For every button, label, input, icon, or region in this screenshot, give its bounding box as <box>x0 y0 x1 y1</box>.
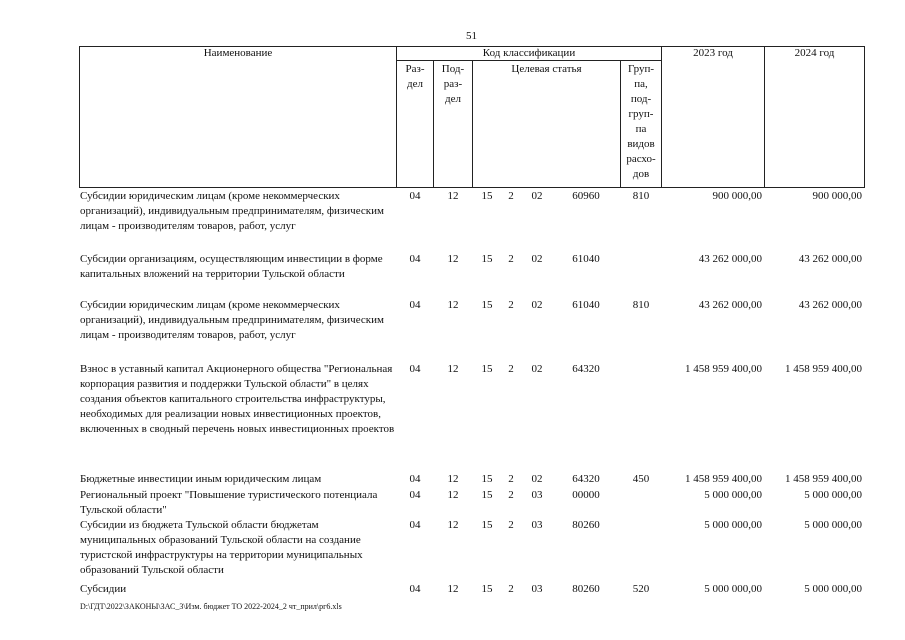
cell-y2024: 1 458 959 400,00 <box>785 363 862 375</box>
cell-ts4: 60960 <box>572 190 600 202</box>
header-classification: Код классификации <box>482 47 576 59</box>
cell-ts1: 15 <box>481 489 493 501</box>
cell-razdel: 04 <box>409 363 421 375</box>
cell-y2023: 5 000 000,00 <box>704 519 762 531</box>
cell-ts1: 15 <box>481 190 493 202</box>
cell-y2023: 43 262 000,00 <box>698 253 762 265</box>
cell-ts4: 64320 <box>572 473 600 485</box>
file-path-footer: D:\ГДТ\2022\ЗАКОНЫ\ЗАС_3\Изм. бюджет ТО 2022-2024_2 чт_прил\рг6.xls <box>80 602 342 611</box>
cell-podrazdel: 12 <box>447 583 459 595</box>
border-left <box>79 46 80 188</box>
border-group <box>661 46 662 188</box>
header-2024: 2024 год <box>794 47 835 59</box>
header-subsection: Под- раз- дел <box>441 63 465 105</box>
header-2023: 2023 год <box>693 47 733 59</box>
row-name: Региональный проект "Повышение туристического потенциала Тульской области" <box>80 489 378 516</box>
cell-y2023: 5 000 000,00 <box>704 583 762 595</box>
cell-ts1: 15 <box>481 473 493 485</box>
cell-ts2: 2 <box>508 489 514 501</box>
cell-razdel: 04 <box>409 253 421 265</box>
header-name: Наименование <box>203 47 273 59</box>
cell-group: 520 <box>632 583 650 595</box>
cell-podrazdel: 12 <box>447 363 459 375</box>
cell-ts3: 03 <box>531 583 543 595</box>
cell-y2024: 5 000 000,00 <box>804 489 862 501</box>
cell-ts4: 64320 <box>572 363 600 375</box>
row-name: Субсидии <box>80 583 127 595</box>
row-name: Субсидии организациям, осуществляющим инвестиции в форме капитальных вложений на территории Тульской области <box>80 253 383 280</box>
cell-y2023: 1 458 959 400,00 <box>685 473 762 485</box>
cell-podrazdel: 12 <box>447 489 459 501</box>
cell-podrazdel: 12 <box>447 473 459 485</box>
row-name: Субсидии юридическим лицам (кроме некоммерческих организаций), индивидуальным предпринимателям, физическим лицам - производителям товаров, работ, услуг <box>80 190 384 232</box>
header-section: Раз- дел <box>405 63 425 90</box>
cell-ts3: 02 <box>531 190 543 202</box>
cell-group: 810 <box>632 190 650 202</box>
page-number: 51 <box>466 30 477 42</box>
cell-razdel: 04 <box>409 299 421 311</box>
cell-ts1: 15 <box>481 583 493 595</box>
cell-group: 450 <box>632 473 650 485</box>
cell-ts3: 02 <box>531 253 543 265</box>
cell-y2023: 900 000,00 <box>712 190 762 202</box>
cell-ts3: 03 <box>531 519 543 531</box>
cell-ts1: 15 <box>481 299 493 311</box>
cell-ts4: 61040 <box>572 299 600 311</box>
cell-ts2: 2 <box>508 190 514 202</box>
cell-y2024: 900 000,00 <box>812 190 862 202</box>
cell-ts3: 02 <box>531 363 543 375</box>
cell-ts2: 2 <box>508 253 514 265</box>
cell-ts4: 80260 <box>572 519 600 531</box>
cell-y2024: 43 262 000,00 <box>798 299 862 311</box>
border-podrazdel <box>472 60 473 188</box>
header-group: Груп- па, под- груп- па видов расхо- дов <box>626 63 656 180</box>
cell-razdel: 04 <box>409 519 421 531</box>
cell-ts3: 02 <box>531 473 543 485</box>
cell-razdel: 04 <box>409 190 421 202</box>
cell-podrazdel: 12 <box>447 253 459 265</box>
cell-y2024: 5 000 000,00 <box>804 519 862 531</box>
cell-ts4: 61040 <box>572 253 600 265</box>
cell-razdel: 04 <box>409 583 421 595</box>
cell-ts1: 15 <box>481 519 493 531</box>
cell-ts3: 02 <box>531 299 543 311</box>
cell-ts2: 2 <box>508 583 514 595</box>
border-2023 <box>764 46 765 188</box>
header-target: Целевая статья <box>511 63 582 75</box>
cell-ts4: 00000 <box>572 489 600 501</box>
row-name: Субсидии из бюджета Тульской области бюджетам муниципальных образований Тульской области на создание туристской инфраструктуры на территории муниципальных образований Тульской области <box>80 519 363 576</box>
cell-ts2: 2 <box>508 299 514 311</box>
cell-ts3: 03 <box>531 489 543 501</box>
cell-y2024: 1 458 959 400,00 <box>785 473 862 485</box>
cell-razdel: 04 <box>409 489 421 501</box>
cell-ts1: 15 <box>481 253 493 265</box>
cell-ts2: 2 <box>508 519 514 531</box>
row-name: Взнос в уставный капитал Акционерного общества "Региональная корпорация развития и поддержки Тульской области" в целях создания объектов капитального строительства инфраструктуры, необходимых для реализации новых инвестиционных проектов, включенных в сводный перечень новых инвестиционных проектов <box>80 363 395 435</box>
cell-y2024: 43 262 000,00 <box>798 253 862 265</box>
border-right <box>864 46 865 188</box>
cell-y2024: 5 000 000,00 <box>804 583 862 595</box>
row-name: Субсидии юридическим лицам (кроме некоммерческих организаций), индивидуальным предпринимателям, физическим лицам - производителям товаров, работ, услуг <box>80 299 384 341</box>
cell-ts2: 2 <box>508 473 514 485</box>
cell-razdel: 04 <box>409 473 421 485</box>
cell-ts1: 15 <box>481 363 493 375</box>
cell-podrazdel: 12 <box>447 519 459 531</box>
cell-ts2: 2 <box>508 363 514 375</box>
cell-y2023: 1 458 959 400,00 <box>685 363 762 375</box>
cell-podrazdel: 12 <box>447 190 459 202</box>
cell-y2023: 5 000 000,00 <box>704 489 762 501</box>
cell-podrazdel: 12 <box>447 299 459 311</box>
cell-ts4: 80260 <box>572 583 600 595</box>
cell-y2023: 43 262 000,00 <box>698 299 762 311</box>
row-name: Бюджетные инвестиции иным юридическим лицам <box>80 473 322 485</box>
cell-group: 810 <box>632 299 650 311</box>
